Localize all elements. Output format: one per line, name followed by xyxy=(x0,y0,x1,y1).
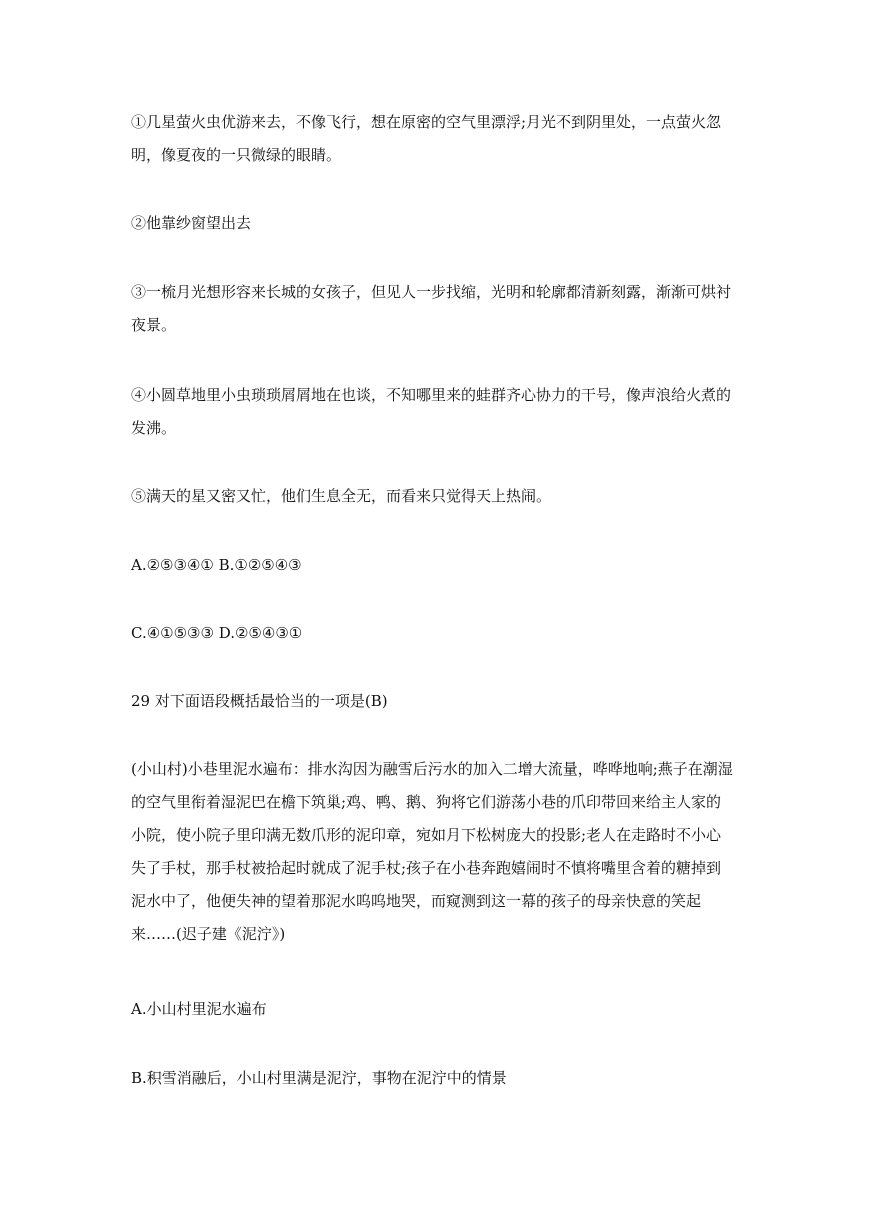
question-29 xyxy=(131,685,741,718)
sentence-5-line-1: ⑤满天的星又密又忙，他们生息全无，而看来只觉得天上热闹。 xyxy=(131,487,552,505)
answer-option-b-text: B.积雪消融后，小山村里满是泥泞，事物在泥泞中的情景 xyxy=(131,1069,507,1087)
sentence-4 xyxy=(131,379,741,445)
options-ab: A.②⑤③④① B.①②⑤④③ xyxy=(131,556,302,574)
options-cd: C.④①⑤③③ D.②⑤④③① xyxy=(131,624,303,642)
options-row-2 xyxy=(131,617,741,650)
passage-line-5: 泥水中了，他便失神的望着那泥水呜呜地哭，而窥测到这一幕的孩子的母亲快意的笑起 xyxy=(131,892,702,910)
passage-line-1: (小山村)小巷里泥水遍布：排水沟因为融雪后污水的加入二增大流量，哗哗地响;燕子在潮湿 xyxy=(131,760,733,778)
sentence-3 xyxy=(131,276,741,342)
passage-line-6: 来……(迟子建《泥泞》) xyxy=(131,925,286,943)
passage-line-2: 的空气里衔着湿泥巴在檐下筑巢;鸡、鸭、鹅、狗将它们游荡小巷的爪印带回来给主人家的 xyxy=(131,793,722,811)
sentence-3-line-2: 夜景。 xyxy=(131,316,177,334)
sentence-2 xyxy=(131,207,741,240)
passage xyxy=(131,753,741,951)
answer-option-a-text: A.小山村里泥水遍布 xyxy=(131,1000,267,1018)
sentence-1-line-2: 明，像夏夜的一只微绿的眼睛。 xyxy=(131,146,342,164)
sentence-1 xyxy=(131,106,741,172)
sentence-2-line-1: ②他靠纱窗望出去 xyxy=(131,214,252,232)
sentence-4-line-2: 发沸。 xyxy=(131,419,177,437)
sentence-4-line-1: ④小圆草地里小虫琐琐屑屑地在也谈，不知哪里来的蛙群齐心协力的干号，像声浪给火煮的 xyxy=(131,386,732,404)
question-29-text: 29 对下面语段概括最恰当的一项是(B) xyxy=(131,692,388,710)
options-row-1 xyxy=(131,549,741,582)
answer-option-a xyxy=(131,993,741,1026)
answer-option-b xyxy=(131,1062,741,1095)
sentence-5 xyxy=(131,480,741,513)
passage-line-4: 失了手杖，那手杖被拾起时就成了泥手杖;孩子在小巷奔跑嬉闹时不慎将嘴里含着的糖掉到 xyxy=(131,859,722,877)
sentence-1-line-1: ①几星萤火虫优游来去，不像飞行，想在原密的空气里漂浮;月光不到阴里处，一点萤火忽 xyxy=(131,113,722,131)
sentence-3-line-1: ③一梳月光想形容来长城的女孩子，但见人一步找缩，光明和轮廓都清新刻露，渐渐可烘衬 xyxy=(131,283,732,301)
passage-line-3: 小院，使小院子里印满无数爪形的泥印章，宛如月下松树庞大的投影;老人在走路时不小心 xyxy=(131,826,722,844)
